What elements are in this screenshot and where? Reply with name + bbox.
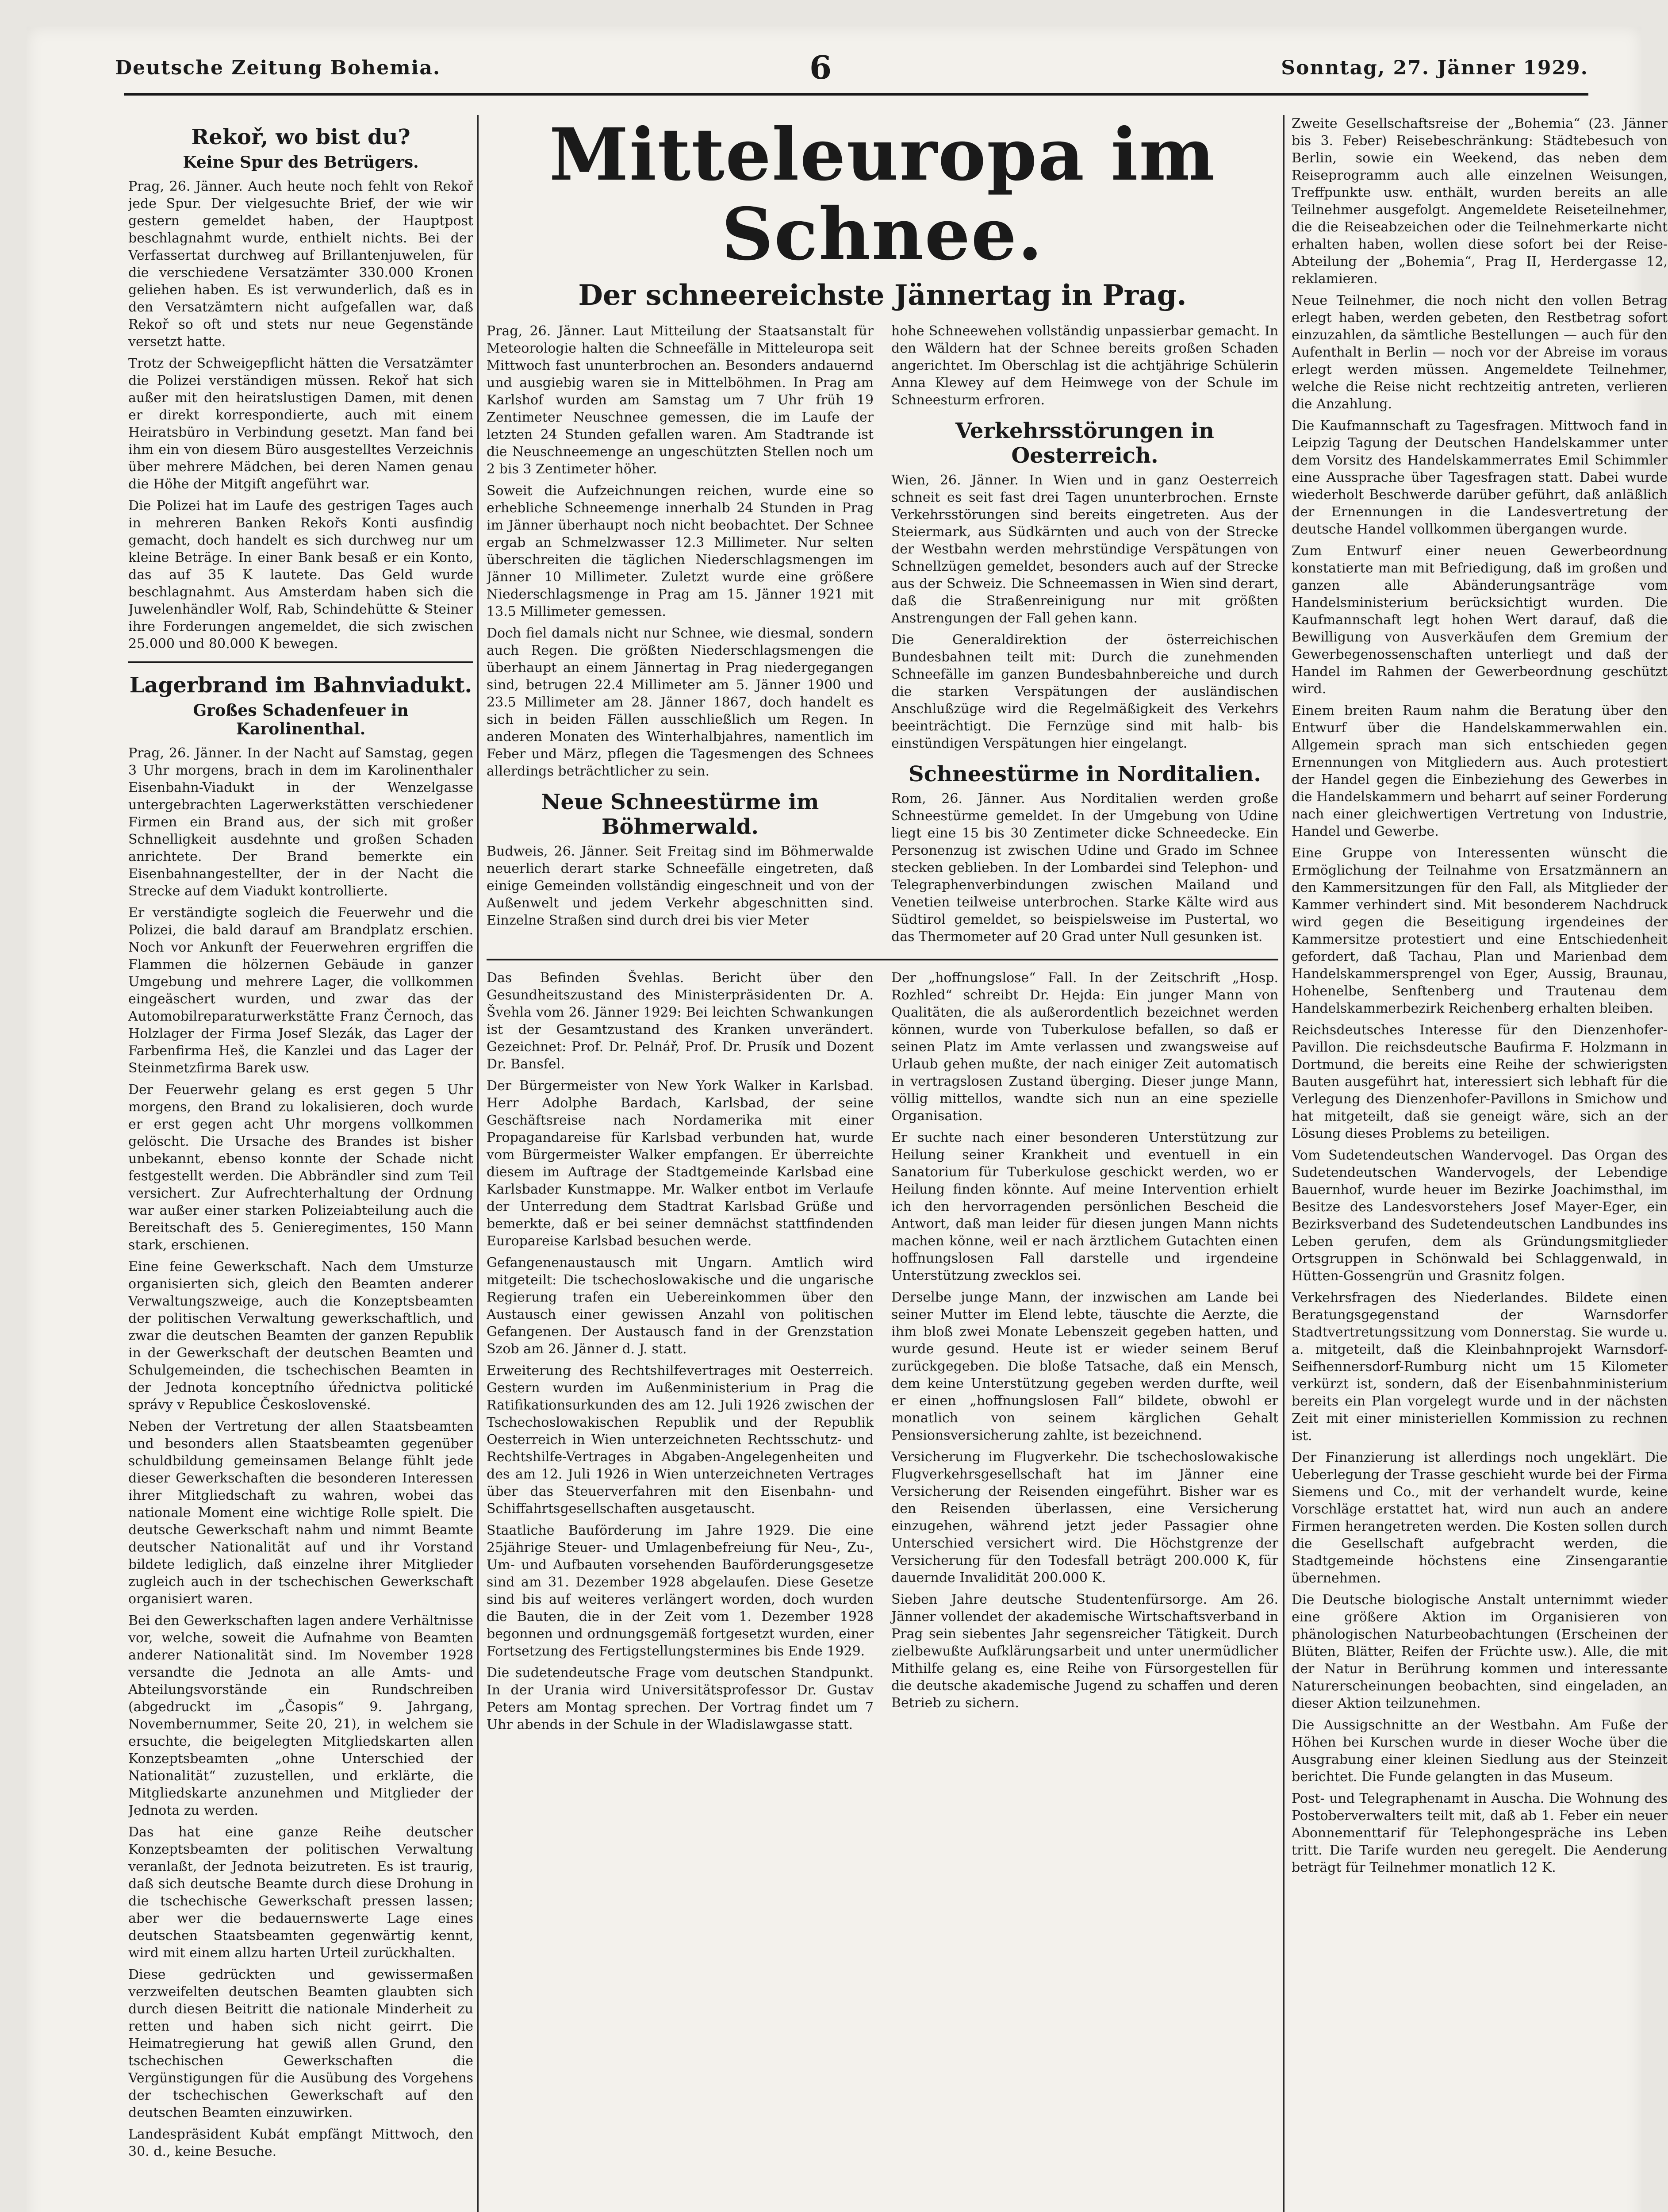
article-subheadline: Keine Spur des Betrügers. (183, 153, 419, 172)
paragraph: Erweiterung des Rechtshilfevertrages mit Oesterreich. Gestern wurden im Außenministerium in Prag die Ratifikationsurkunden des am 12. Juli 1926 zwischen der Tschechoslowakischen Republik und der Republik Oesterreich in Wien unterzeichneten Rechtsschutz- und Rechtshilfe-Vertrages in Abgaben-Angelegenheiten und des am 12. Juli 1926 in Wien unterzeichneten Vertrages über das Steuerverfahren mit den Eisenbahn- und Schiffahrtsgesellschaften ausgetauscht. (487, 1363, 874, 1517)
article-headline: Rekoř, wo bist du? (191, 125, 410, 150)
paragraph: Der Feuerwehr gelang es erst gegen 5 Uhr morgens, den Brand zu lokalisieren, doch wurde er erst gegen acht Uhr morgens vollkommen gelöscht. Die Ursache des Brandes ist bisher unbekannt, ebenso konnte der Schade nicht festgestellt werden. Die Abbrändler sind zum Teil versichert. Zur Aufrechterhaltung der Ordnung war außer einer starken Polizeiabteilung auch die Bereitschaft des 5. Genieregimentes, 150 Mann stark, erschienen. (128, 1082, 473, 1253)
article-subheadline: Großes Schadenfeuer in Karolinenthal. (193, 701, 409, 738)
subcolumns-bottom (487, 969, 1278, 1738)
paragraph: Soweit die Aufzeichnungen reichen, wurde eine so erhebliche Schneemenge innerhalb 24 Stunden in Prag im Jänner überhaupt noch nicht beobachtet. Der Schnee ergab an Schmelzwasser 12.3 Millimeter. Nur selten überschreiten die täglichen Niederschlagsmengen im Jänner 10 Millimeter. Zuletzt wurde eine größere Niederschlagsmenge in Prag am 15. Jänner 1921 mit 13.5 Millimeter gemessen. (487, 483, 874, 619)
issue-date: Sonntag, 27. Jänner 1929. (1281, 57, 1588, 79)
newspaper-name: Deutsche Zeitung Bohemia. (115, 57, 441, 79)
paragraph: Zum Entwurf einer neuen Gewerbeordnung konstatierte man mit Befriedigung, daß im großen und ganzen alle Abänderungsanträge vom Handelsministerium berücksichtigt wurden. Die Kaufmannschaft legt hohen Wert darauf, daß die Bewilligung von Ausverkäufen dem Gremium der Gewerbegenossenschaften unterliegt und daß der Handel im Rahmen der Gewerbeordnung geschützt wird. (1292, 543, 1668, 697)
paragraph: Die Aussigschnitte an der Westbahn. Am Fuße der Höhen bei Kurschen wurde in dieser Woche über die Ausgrabung einer kleinen Siedlung aus der Steinzeit berichtet. Die Funde gelangten in das Museum. (1292, 1717, 1668, 1785)
paragraph: Der Bürgermeister von New York Walker in Karlsbad. Herr Adolphe Bardach, Karlsbad, der seine Geschäftsreise nach Nordamerika mit einer Propagandareise für Karlsbad verbunden hat, wurde vom Bürgermeister Walker empfangen. Er überreichte diesem im Auftrage der Stadtgemeinde Karlsbad eine Karlsbader Kunstmappe. Mr. Walker entbot im Verlaufe der Unterredung dem Stadtrat Karlsbad Grüße und bemerkte, daß er bei seiner demnächst stattfindenden Europareise Karlsbad besuchen werde. (487, 1078, 874, 1249)
paragraph: Rom, 26. Jänner. Aus Norditalien werden große Schneestürme gemeldet. In der Umgebung von Udine liegt eine 15 bis 30 Zentimeter dicke Schneedecke. Ein Personenzug ist zwischen Udine und Grado im Schnee stecken geblieben. In der Lombardei sind Telephon- und Telegraphenverbindungen zwischen Mailand und Venetien teilweise unterbrochen. Starke Kälte wird aus Südtirol gemeldet, so beispielsweise im Pustertal, wo das Thermometer auf 20 Grad unter Null gesunken ist. (891, 791, 1278, 945)
paragraph: Zweite Gesellschaftsreise der „Bohemia“ (23. Jänner bis 3. Feber) Reisebeschränkung: Städtebesuch von Berlin, sowie ein Weekend, das neben dem Reiseprogramm auch alle einzelnen Weisungen, Treffpunkte usw. enthält, wurden bereits an alle Teilnehmer ausgefolgt. Angemeldete Reiseteilnehmer, die die Reiseabzeichen oder die Teilnehmerkarte nicht erhalten haben, wollen diese sofort bei der Reise-Abteilung der „Bohemia“, Prag II, Herdergasse 12, reklamieren. (1292, 116, 1668, 287)
column-rule (1283, 115, 1285, 2212)
newspaper-page (27, 27, 1668, 2212)
article-divider (487, 959, 1278, 960)
paragraph: Die sudetendeutsche Frage vom deutschen Standpunkt. In der Urania wird Universitätsprofessor Dr. Gustav Peters am Montag sprechen. Der Vortrag findet um 7 Uhr abends in der Schule in der Wladislawgasse statt. (487, 1665, 874, 1732)
article-divider (128, 661, 473, 663)
page-header (44, 49, 1624, 88)
subcolumn (891, 323, 1278, 950)
paragraph: Das hat eine ganze Reihe deutscher Konzeptsbeamten der politischen Verwaltung veranlaßt, der Jednota beizutreten. Es ist traurig, daß sich deutsche Beamte durch diese Drohung in die tschechische Gewerkschaft pressen lassen; aber wer die bedauernswerte Lage eines deutschen Staatsbeamten gegenwärtig kennt, wird mit einem allzu harten Urteil zurückhalten. (128, 1824, 473, 1961)
paragraph: Wien, 26. Jänner. In Wien und in ganz Oesterreich schneit es seit fast drei Tagen ununterbrochen. Ernste Verkehrsstörungen sind bereits eingetreten. Aus der Steiermark, aus Südkärnten und auch von der Strecke der Westbahn werden mehrstündige Verspätungen von Schnellzügen gemeldet, besonders auch auf der Strecke aus der Schweiz. Die Schneemassen in Wien sind derart, daß die Straßenreinigung nur mit größten Anstrengungen der Fall gehen kann. (891, 472, 1278, 626)
column-right (1292, 115, 1668, 2212)
paragraph: Sieben Jahre deutsche Studentenfürsorge. Am 26. Jänner vollendet der akademische Wirtschaftsverband in Prag sein siebentes Jahr segensreicher Tätigkeit. Durch zielbewußte Aufklärungsarbeit und unter unermüdlicher Mithilfe gelang es, eine Reihe von Fürsorgestellen für die deutsche akademische Jugend zu schaffen und deren Betrieb zu sichern. (891, 1592, 1278, 1711)
paragraph: Die Kaufmannschaft zu Tagesfragen. Mittwoch fand in Leipzig Tagung der Deutschen Handelskammer unter dem Vorsitz des Handelskammerrates Emil Schimmler eine Aussprache über Tagesfragen statt. Dabei wurde wiederholt Beschwerde darüber geführt, daß anläßlich der Ernennungen in die Landesvertretung der deutsche Handel vollkommen übergangen wurde. (1292, 418, 1668, 537)
column-rule (477, 115, 479, 2212)
paragraph: Gefangenenaustausch mit Ungarn. Amtlich wird mitgeteilt: Die tschechoslowakische und die ungarische Regierung trafen ein Uebereinkommen über den Austausch einer gewissen Anzahl von politischen Gefangenen. Der Austausch fand in der Grenzstation Szob am 26. Jänner d. J. statt. (487, 1255, 874, 1357)
paragraph: Prag, 26. Jänner. In der Nacht auf Samstag, gegen 3 Uhr morgens, brach in dem im Karolinenthaler Eisenbahn-Viadukt in der Wenzelgasse untergebrachten Lagerwerkstätten verschiedener Firmen ein Brand aus, der sich mit großer Schnelligkeit ausdehnte und großen Schaden anrichtete. Der Brand bemerkte ein Eisenbahnangestellter, der in der Nacht die Strecke auf dem Viadukt kontrollierte. (128, 745, 473, 899)
paragraph: Neue Teilnehmer, die noch nicht den vollen Betrag erlegt haben, werden gebeten, den Restbetrag sofort einzuzahlen, da sämtliche Bestellungen — auch für den Aufenthalt in Berlin — noch vor der Abreise im voraus erlegt werden müssen. Angemeldete Teilnehmer, welche die Reise nicht rechtzeitig antreten, verlieren die Anzahlung. (1292, 293, 1668, 412)
paragraph: Reichsdeutsches Interesse für den Dienzenhofer-Pavillon. Die reichsdeutsche Baufirma F. Holzmann in Dortmund, die bereits eine Reihe der schwierigsten Bauten ausgeführt hat, interessiert sich lebhaft für die Verlegung des Dienzenhofer-Pavillons in Smichow und hat mitgeteilt, daß sie geneigt wäre, sich an der Lösung dieses Problems zu beteiligen. (1292, 1022, 1668, 1141)
paragraph: Budweis, 26. Jänner. Seit Freitag sind im Böhmerwalde neuerlich derart starke Schneefälle eingetreten, daß einige Gemeinden vollständig eingeschneit und von der Außenwelt und jedem Verkehr abgeschnitten sind. Einzelne Straßen sind durch drei bis vier Meter (487, 844, 874, 928)
paragraph: Er suchte nach einer besonderen Unterstützung zur Heilung seiner Krankheit und eventuell in ein Sanatorium für Tuberkulose geschickt werden, wo er Heilung finden könnte. Auf meine Intervention erhielt ich den hervorragenden persönlichen Bescheid die Antwort, daß man leider für diesen jungen Mann nichts machen könne, weil er nach ärztlichem Gutachten einen hoffnungslosen Fall darstelle und irgendeine Unterstützung zwecklos sei. (891, 1130, 1278, 1283)
paragraph: Eine Gruppe von Interessenten wünscht die Ermöglichung der Teilnahme von Ersatzmännern an den Kammersitzungen für den Fall, als Mitglieder der Kammer verhindert sind. Mit besonderem Nachdruck wird gegen die Beseitigung irgendeines der Kammersitze protestiert und eine Entschiedenheit gefordert, daß Tachau, Plan und Marienbad dem Handelskammersprengel von Eger, Aussig, Braunau, Hohenelbe, Senftenberg und Trautenau dem Handelskammerbezirk Reichenberg erhalten bleiben. (1292, 845, 1668, 1016)
subcolumns-top (487, 323, 1278, 950)
paragraph: Die Polizei hat im Laufe des gestrigen Tages auch in mehreren Banken Rekořs Konti ausfindig gemacht, doch handelt es sich durchweg nur um kleine Beträge. In einer Bank besaß er ein Konto, das auf 35 K lautete. Das Geld wurde beschlagnahmt. Aus Amsterdam haben sich die Juwelenhändler Wolf, Rab, Schindehütte & Steiner ihre Forderungen angemeldet, die sich zwischen 25.000 und 80.000 K bewegen. (128, 498, 473, 652)
section-title: Verkehrsstörungen in Oesterreich. (955, 419, 1214, 468)
paragraph: Doch fiel damals nicht nur Schnee, wie diesmal, sondern auch Regen. Die größten Niederschlagsmengen die überhaupt an einem Jännertag in Prag niedergegangen sind, betrugen 22.4 Millimeter am 5. Jänner 1900 und 23.5 Millimeter am 28. Jänner 1867, doch handelt es sich in beiden Fällen ausschließlich um Regen. In anderen Monaten des Winterhalbjahres, namentlich im Feber und März, pflegen die Tagesmengen des Schnees allerdings beträchtlicher zu sein. (487, 626, 874, 779)
paragraph: Landespräsident Kubát empfängt Mittwoch, den 30. d., keine Besuche. (128, 2127, 473, 2159)
article-headline: Lagerbrand im Bahnviadukt. (129, 673, 472, 698)
column-left (128, 115, 473, 2212)
paragraph: Er verständigte sogleich die Feuerwehr und die Polizei, die bald darauf am Brandplatz erschien. Noch vor Ankunft der Feuerwehren ergriffen die Flammen die hölzernen Gebäude in ganzer Umgebung und mehrere Lager, die vollkommen eingeäschert wurden, und zwar das der Automobilreparaturwerkstätte Franz Černoch, das Holzlager der Firma Josef Slezák, das Lager der Farbenfirma Heš, die Kanzlei und das Lager der Steinmetzfirma Barek usw. (128, 905, 473, 1076)
paragraph: Bei den Gewerkschaften lagen andere Verhältnisse vor, welche, soweit die Aufnahme von Beamten anderer Nationalität sind. Im November 1928 versandte die Jednota an alle Amts- und Abteilungsvorstände ein Rundschreiben (abgedruckt im „Časopis“ 9. Jahrgang, Novembernummer, Seite 20, 21), in welchem sie ersuchte, die beigelegten Mitgliedskarten allen Konzeptsbeamten „ohne Unterschied der Nationalität“ zuzustellen, und erklärte, die Mitgliedskarte anzunehmen und Mitglieder der Jednota zu werden. (128, 1613, 473, 1818)
paragraph: Diese gedrückten und gewissermaßen verzweifelten deutschen Beamten glaubten sich durch diesen Beitritt die nationale Minderheit zu retten und haben sich nicht geirrt. Die Heimatregierung hat gewiß allen Grund, den tschechischen Gewerkschaften die Vergünstigungen für die Ausübung des Vorgehens der tschechischen Gewerkschaft auf den deutschen Beamten einzuwirken. (128, 1967, 473, 2120)
paragraph: Die Generaldirektion der österreichischen Bundesbahnen teilt mit: Durch die zunehmenden Schneefälle im ganzen Bundesbahnbereiche und durch die starken Verspätungen der ausländischen Anschlußzüge wird die Regelmäßigkeit des Verkehrs beeinträchtigt. Die Fernzüge sind mit halb- bis einstündigen Verspätungen hier eingelangt. (891, 632, 1278, 751)
paragraph: hohe Schneewehen vollständig unpassierbar gemacht. In den Wäldern hat der Schnee bereits großen Schaden angerichtet. Im Oberschlag ist die achtjährige Schülerin Anna Klewey auf dem Heimwege von der Schule im Schneesturm erfroren. (891, 323, 1278, 408)
header-rule (124, 93, 1588, 96)
paragraph: Verkehrsfragen des Niederlandes. Bildete einen Beratungsgegenstand der Warnsdorfer Stadtvertretungssitzung vom Donnerstag. Sie wurde u. a. mitgeteilt, daß die Kleinbahnprojekt Warnsdorf-Seifhennersdorf-Rumburg nicht um 15 Kilometer verkürzt ist, sondern, daß der Eisenbahnministerium bereits ein Plan vorgelegt wurde und in der nächsten Zeit mit einer ministeriellen Kommission zu rechnen ist. (1292, 1290, 1668, 1444)
paragraph: Trotz der Schweigepflicht hätten die Versatzämter die Polizei verständigen müssen. Rekoř hat sich außer mit den heiratslustigen Damen, mit denen er direkt korrespondierte, auch mit einem Heiratsbüro in Verbindung gesetzt. Man fand bei ihm ein von diesem Büro ausgestelltes Verzeichnis über mehrere Mädchen, bei deren Namen genau die Höhe der Mitgift angeführt war. (128, 356, 473, 492)
paragraph: Die Deutsche biologische Anstalt unternimmt wieder eine größere Aktion im Organisieren von phänologischen Naturbeobachtungen (Erscheinen der Blüten, Blätter, Reifen der Früchte usw.). Alle, die mit der Natur in Berührung kommen und interessante Naturerscheinungen beobachten, sind eingeladen, an dieser Aktion teilzunehmen. (1292, 1592, 1668, 1711)
paragraph: Vom Sudetendeutschen Wandervogel. Das Organ des Sudetendeutschen Wandervogels, der Lebendige Bauernhof, wurde heuer im Bezirke Joachimsthal, im Besitze des Landesvorstehers Josef Mayer-Eger, ein Bezirksverband des Sudetendeutschen Landbundes ins Leben gerufen, dem als Gründungsmitglieder Ortsgruppen in Schönwald bei Schlaggenwald, in Hütten-Gossengrün und Grasnitz folgen. (1292, 1148, 1668, 1284)
main-headline: Mitteleuropa im Schnee. (549, 115, 1216, 276)
paragraph: Prag, 26. Jänner. Auch heute noch fehlt von Rekoř jede Spur. Der vielgesuchte Brief, der wie wir gestern gemeldet haben, der Hauptpost beschlagnahmt wurde, enthielt nichts. Bei der Verfassertat durchweg auf Brillantenjuwelen, für die verschiedene Versatzämter 330.000 Kronen geliehen haben. Es ist verwunderlich, daß es in den Versatzämtern nicht aufgefallen war, daß Rekoř so oft und stets nur neue Gegenstände versetzt hatte. (128, 179, 473, 349)
paragraph: Eine feine Gewerkschaft. Nach dem Umsturze organisierten sich, gleich den Beamten anderer Verwaltungszweige, auch die Konzeptsbeamten der politischen Verwaltung gewerkschaftlich, und zwar die deutschen Beamten der ganzen Republik in der Gewerkschaft der deutschen Beamten und Schulgemeinden, die tschechischen Beamten in der Jednota konceptního úřednictva politické správy v Republice Československé. (128, 1259, 473, 1413)
paragraph: Versicherung im Flugverkehr. Die tschechoslowakische Flugverkehrsgesellschaft hat im Jänner eine Versicherung der Reisenden eingeführt. Bisher war es den Reisenden überlassen, eine Versicherung einzugehen, während jetzt jeder Passagier ohne Unterschied versichert wird. Die Höchstgrenze der Versicherung für den Todesfall beträgt 200.000 K, für dauernde Invalidität 200.000 K. (891, 1449, 1278, 1586)
main-subheadline: Der schneereichste Jännertag in Prag. (578, 279, 1187, 312)
paragraph: Der Finanzierung ist allerdings noch ungeklärt. Die Ueberlegung der Trasse geschieht wurde bei der Firma Siemens und Co., mit der verhandelt wurde, keine Vorschläge erstattet hat, wird nun auch an andere Firmen herangetreten werden. Die Kosten sollen durch die Gesellschaft aufgebracht werden, die Stadtgemeinde höchstens eine Zinsengarantie übernehmen. (1292, 1450, 1668, 1586)
paragraph: Derselbe junge Mann, der inzwischen am Lande bei seiner Mutter im Elend lebte, täuschte die Aerzte, die ihm bloß zwei Monate Lebenszeit gegeben hatten, und wurde gesund. Heute ist er wieder seinem Beruf zurückgegeben. Die bloße Tatsache, daß ein Mensch, dem keine Unterstützung gegeben werden durfte, weil er einen „hoffnungslosen Fall“ bildete, obwohl er monatlich von seinem kärglichen Gehalt Pensionsversicherung zahlte, ist bezeichnend. (891, 1290, 1278, 1443)
paragraph: Einem breiten Raum nahm die Beratung über den Entwurf über die Handelskammerwahlen ein. Allgemein sprach man sich entschieden gegen Ernennungen von Mitgliedern aus. Auch protestiert der Handel gegen die Einbeziehung des Gewerbes in die Handelskammern und beharrt auf seiner Forderung nach einer gleichwertigen Vertretung von Industrie, Handel und Gewerbe. (1292, 703, 1668, 839)
subcolumn (891, 969, 1278, 1738)
subcolumn (487, 969, 874, 1738)
paragraph: Der „hoffnungslose“ Fall. In der Zeitschrift „Hosp. Rozhled“ schreibt Dr. Hejda: Ein junger Mann von Qualitäten, die als außerordentlich bezeichnet werden können, wurde von Tuberkulose befallen, so daß er seinen Platz im Amte verlassen und zwangsweise auf Urlaub gehen mußte, der nach einiger Zeit automatisch in vertragslosen Zustand überging. Dieser junge Mann, völlig mittellos, wandte sich nun an eine spezielle Organisation. (891, 970, 1278, 1124)
column-center (487, 115, 1278, 2212)
paragraph: Post- und Telegraphenamt in Auscha. Die Wohnung des Postoberverwalters teilt mit, daß ab 1. Feber ein neuer Abonnementtarif für Telephongespräche ins Leben tritt. Die Tarife wurden neu geregelt. Die Aenderung beträgt für Teilnehmer monatlich 12 K. (1292, 1791, 1668, 1875)
paragraph: Prag, 26. Jänner. Laut Mitteilung der Staatsanstalt für Meteorologie halten die Schneefälle in Mitteleuropa seit Mittwoch fast ununterbrochen an. Besonders andauernd und ausgiebig waren sie in Mittelböhmen. In Prag am Karlshof wurden am Samstag um 7 Uhr früh 19 Zentimeter Neuschnee gemessen, die im Laufe der letzten 24 Stunden gefallen waren. Am Stadtrande ist die Neuschneemenge an ungeschützten Stellen noch um 2 bis 3 Zentimeter höher. (487, 323, 874, 477)
page-number: 6 (809, 49, 832, 86)
paragraph: Neben der Vertretung der allen Staatsbeamten und besonders allen Staatsbeamten gegenüber schuldbildung gemeinsamen Belange fühlt jede dieser Gewerkschaften die besonderen Interessen ihrer Mitgliedschaft zu wahren, wobei das nationale Moment eine wichtige Rolle spielt. Die deutsche Gewerkschaft nahm und nimmt Beamte deutscher Nationalität auf und ihr Vorstand bildete lediglich, daß einzelne ihrer Mitglieder zugleich auch in der tschechischen Gewerkschaft organisiert waren. (128, 1419, 473, 1607)
paragraph: Das Befinden Švehlas. Bericht über den Gesundheitszustand des Ministerpräsidenten Dr. A. Švehla vom 26. Jänner 1929: Bei leichten Schwankungen ist der Gesamtzustand des Kranken unverändert. Gezeichnet: Prof. Dr. Pelnář, Prof. Dr. Prusík und Dozent Dr. Bansfel. (487, 970, 874, 1072)
subcolumn (487, 323, 874, 950)
section-title: Neue Schneestürme im Böhmerwald. (541, 790, 819, 839)
paragraph: Staatliche Bauförderung im Jahre 1929. Die eine 25jährige Steuer- und Umlagenbefreiung für Neu-, Zu-, Um- und Aufbauten vorsehenden Bauförderungsgesetze sind am 31. Dezember 1928 abgelaufen. Diese Gesetze sind bis auf weiteres verlängert worden, doch wurden die Bauten, die in der Zeit vom 1. Dezember 1928 begonnen und ordnungsgemäß fortgesetzt wurden, einer Fortsetzung des Fertigstellungstermines bis Ende 1929. (487, 1523, 874, 1659)
section-title: Schneestürme in Norditalien. (909, 762, 1261, 787)
